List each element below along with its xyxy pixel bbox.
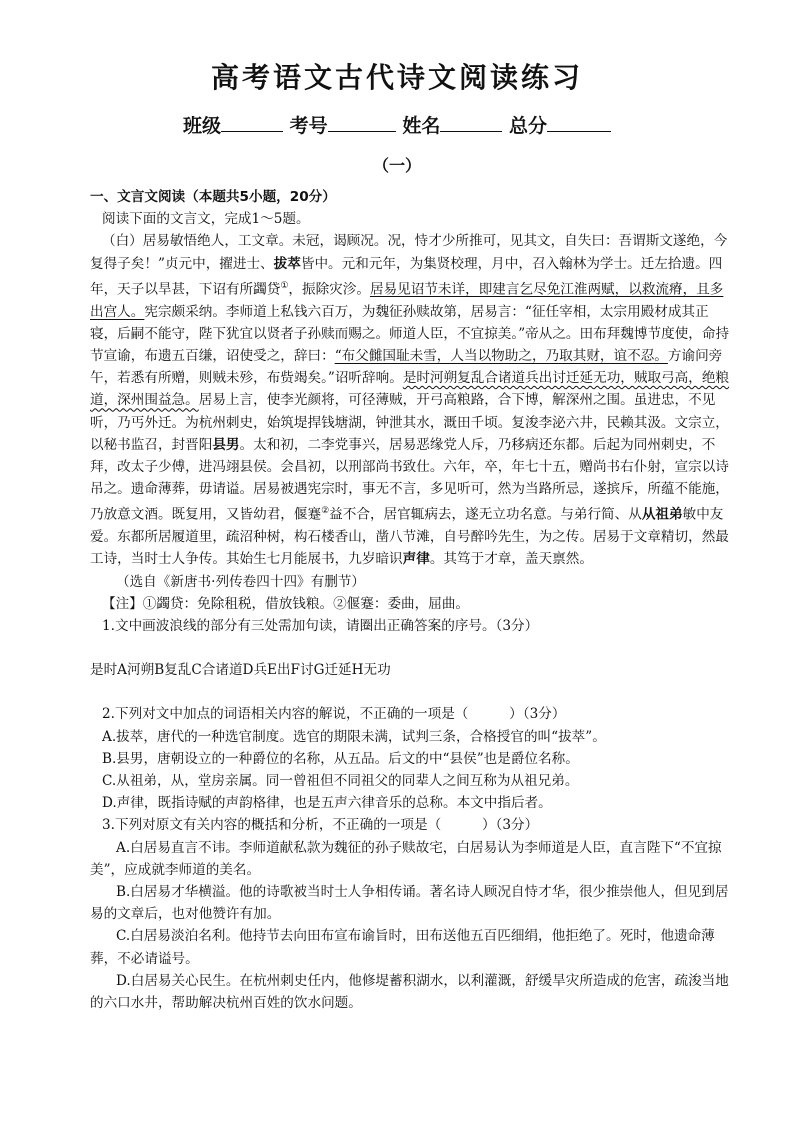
class-blank[interactable] xyxy=(221,113,283,132)
annotation-note: 【注】①蠲贷：免除租税，借放钱粮。②偃蹇：委曲，屈曲。 xyxy=(102,595,470,612)
dotted-word-xiannan: 县男 xyxy=(212,436,240,453)
question-2-option-a: A.拔萃，唐代的一种选官制度。选官的期限未满，试判三条，合格授官的叫“拔萃”。 xyxy=(102,728,606,745)
passage-source: （选自《新唐书·列传卷四十四》有删节） xyxy=(116,573,366,590)
number-label: 考号 xyxy=(289,115,328,137)
question-3-option-d: D.白居易关心民生。在杭州刺史任内，他修堤蓄积湖水，以利灌溉，舒缓旱灾所造成的危害，疏浚当地的六口水井，帮助解决杭州百姓的饮水问题。 xyxy=(90,972,729,1011)
question-2-option-b: B.县男，唐朝设立的一种爵位的名称，从五品。后文的中“县侯”也是爵位名称。 xyxy=(102,750,579,767)
instruction: 阅读下面的文言文，完成1～5题。 xyxy=(102,211,310,228)
question-1-options[interactable]: 是时A河朔B复乱C合诸道D兵E出F讨G迁延H无功 xyxy=(90,662,391,679)
note-marker-1: ① xyxy=(280,280,289,291)
question-1: 1.文中画波浪线的部分有三处需加句读，请圈出正确答案的序号。（3分） xyxy=(102,617,539,634)
total-label: 总分 xyxy=(508,115,547,137)
question-2-option-c: C.从祖弟，从，堂房亲属。同一曾祖但不同祖父的同辈人之间互称为从祖兄弟。 xyxy=(102,772,579,789)
number-blank[interactable] xyxy=(328,113,396,132)
wavy-underlined-sentence: 是时河朔复乱合诸道兵出讨迁延无功，贼取弓高，绝粮道，深州围益急。 xyxy=(90,370,730,409)
student-info-line xyxy=(0,111,794,138)
class-label: 班级 xyxy=(183,115,222,137)
part-heading: 一、文言文阅读（本题共5小题，20分） xyxy=(90,189,336,205)
question-2-option-d: D.声律，既指诗赋的声韵格律，也是五声六律音乐的总称。本文中指后者。 xyxy=(102,795,552,812)
dotted-word-congzudi: 从祖弟 xyxy=(641,506,683,523)
passage-text: （白）居易敏悟绝人，工文章。未冠，谒顾况。况，恃才少所推可，见其文，自失曰：吾谓斯文遂绝，今复得子矣！”贞元中，擢进士、拔萃皆中。元和元年，为集贤校理，月中，召入翰林为学士。迁左拾遗。四年，天子以旱甚，下诏有所蠲贷①，振除灾沴。居易见诏节未详，即建言乞尽免江淮两赋，以救流瘠，且多出宫人。宪宗颇采纳。李师道上私钱六百万，为魏征孙赎故第，居易言：“征任宰相，太宗用殿材成其正寝，后嗣不能守，陛下犹宜以贤者子孙赎而赐之。师道人臣，不宜掠美。”帝从之。田布拜魏博节度使，命持节宣谕，布遗五百缣，诏使受之，辞曰：“布父雠国耻未雪，人当以物助之，乃取其财，谊不忍。方谕问旁午，若悉有所赠，则贼未殄，布赀竭矣。”诏听辞响。是时河朔复乱合诸道兵出讨迁延无功，贼取弓高，绝粮道，深州围益急。居易上言，使李光颜将，可径薄贼，开弓高粮路，合下博，解深州之围。虽进忠，不见听，乃丐外迁。为杭州刺史，始筑堤捍钱塘湖，钟泄其水，溉田千顷。复浚李泌六井，民赖其汲。文宗立，以秘书监召，封晋阳县男。太和初，二李党事兴，居易恶缘党人斥，乃移病还东都。后起为同州刺史，不拜，改太子少傅，进冯翊县侯。会昌初，以刑部尚书致仕。六年，卒，年七十五，赠尚书右仆射，宣宗以诗吊之。遗命薄葬，毋请谥。居易被遇宪宗时，事无不言，多见听可，然为当路所忌，遂摈斥，所蕴不能施，乃放意文酒。既复用，又皆幼君，偃蹇②益不合，居官辄病去，遂无立功名意。与弟行简、从从祖弟敏中友爱。东都所居履道里，疏沼种树，构石楼香山，凿八节滩，自号醉吟先生，为之传。居易于文章精切，然最工诗，当时士人争传。其始生七月能展书，九岁暗识声律。其笃于才章，盖天禀然。 xyxy=(90,233,730,568)
note-marker-2: ② xyxy=(321,506,330,517)
spacer xyxy=(90,637,730,659)
underlined-sentence-2: “布父雠国耻未雪，人当以物助之，乃取其财，谊不忍。 xyxy=(334,347,668,364)
question-3-option-a: A.白居易直言不讳。李师道献私款为魏征的孙子赎故宅，白居易认为李师道是人臣，直言陛下“不宜掠美”，应成就李师道的美名。 xyxy=(90,839,722,878)
section-number: （一） xyxy=(372,156,421,175)
name-label: 姓名 xyxy=(402,115,441,137)
page-title: 高考语文古代诗文阅读练习 xyxy=(210,61,583,94)
dotted-word-shenglv: 声律 xyxy=(402,551,430,568)
total-blank[interactable] xyxy=(547,113,611,132)
name-blank[interactable] xyxy=(440,113,502,132)
exercise-content xyxy=(90,186,730,1014)
dotted-word-bacui: 拔萃 xyxy=(273,255,301,272)
question-2: 2.下列对文中加点的词语相关内容的解说，不正确的一项是（ ）（3分） xyxy=(102,706,566,723)
question-3: 3.下列对原文有关内容的概括和分析，不正确的一项是（ ）（3分） xyxy=(102,817,539,834)
underlined-sentence-1: 居易见诏节未详，即建言乞尽免江淮两赋，以救流瘠，且多出宫人。 xyxy=(90,281,724,320)
spacer xyxy=(90,681,730,703)
question-3-option-c: C.白居易淡泊名利。他持节去向田布宣布谕旨时，田布送他五百匹细绢，他拒绝了。死时，他遗命薄葬，不必请谥号。 xyxy=(90,928,715,967)
question-3-option-b: B.白居易才华横溢。他的诗歌被当时士人争相传诵。著名诗人顾况自恃才华，很少推崇他人，但见到居易的文章后，也对他赞许有加。 xyxy=(90,883,729,923)
